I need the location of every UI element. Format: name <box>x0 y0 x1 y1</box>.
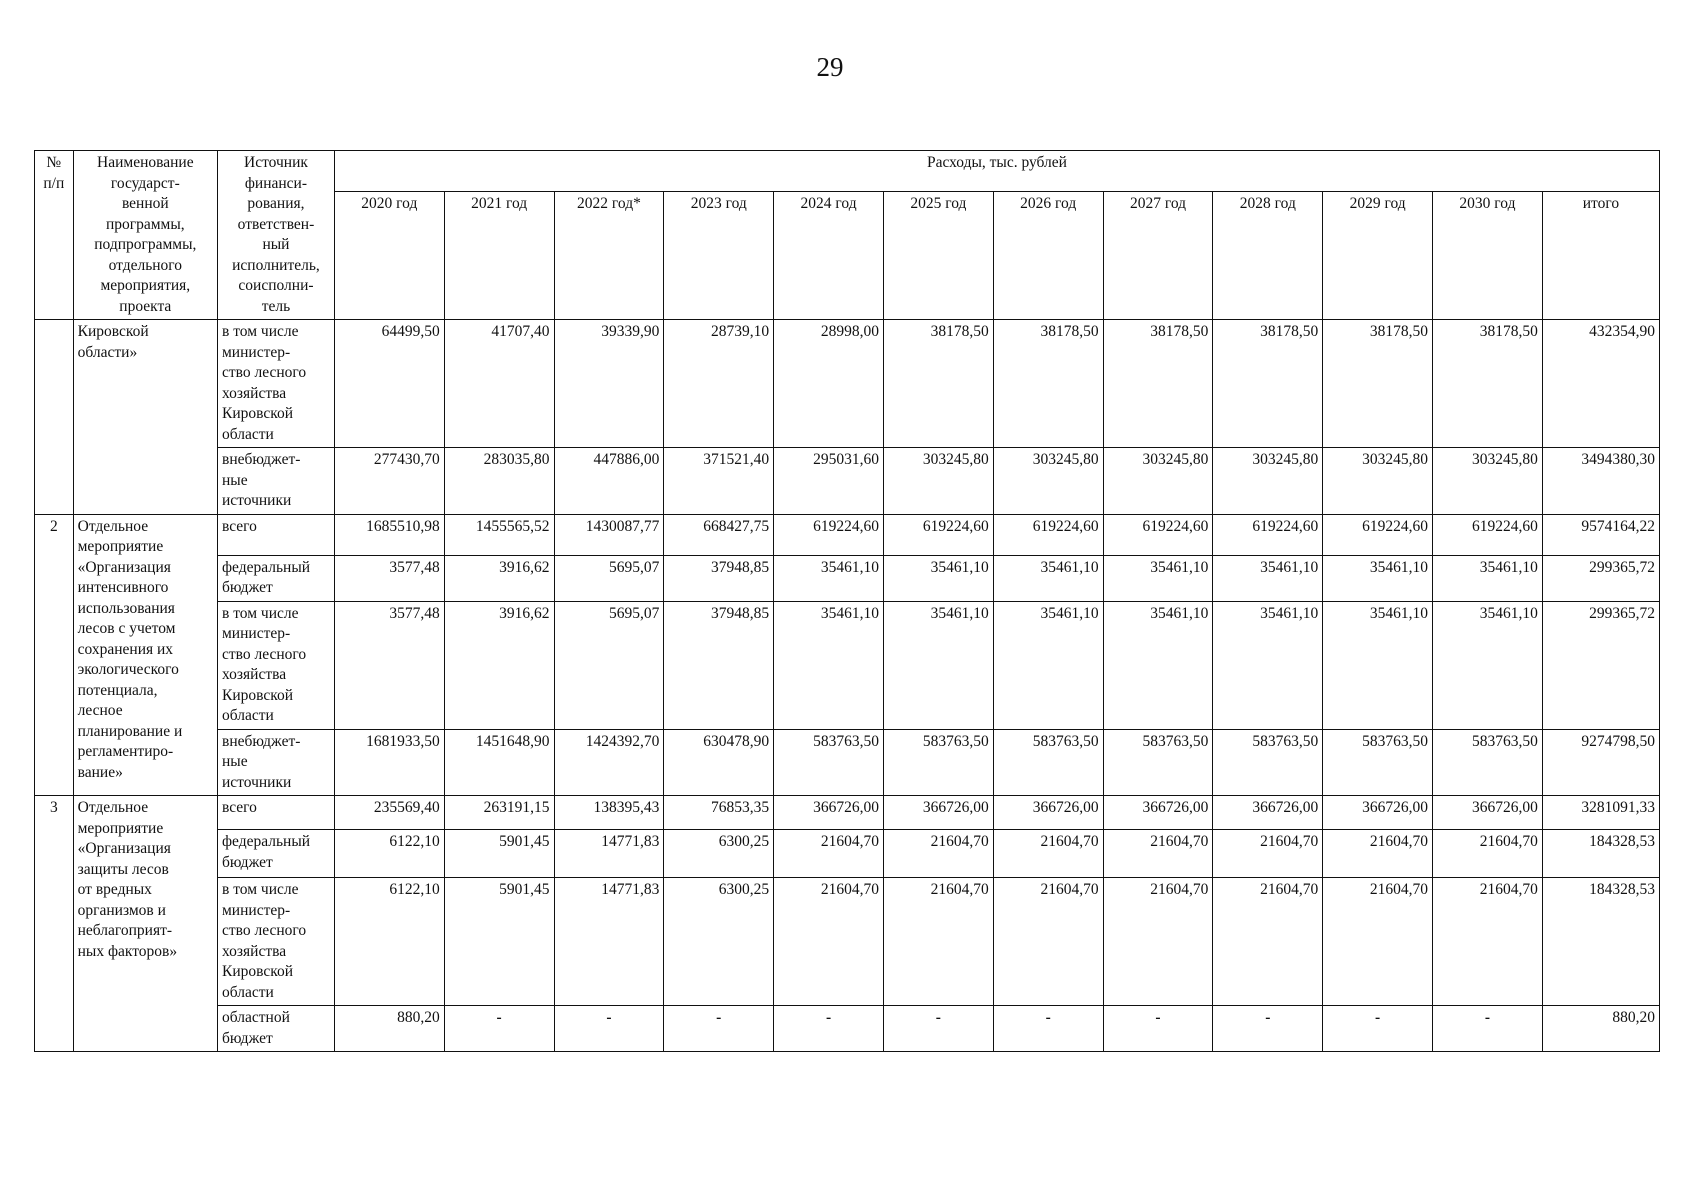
value-cell: 35461,10 <box>1213 555 1323 601</box>
value-cell: 35461,10 <box>774 601 884 729</box>
value-cell: 295031,60 <box>774 448 884 515</box>
header-expenses: Расходы, тыс. рублей <box>334 151 1659 192</box>
funding-source: федеральный бюджет <box>218 830 335 878</box>
value-cell: 619224,60 <box>1213 514 1323 555</box>
value-cell: 583763,50 <box>1433 729 1543 796</box>
row-number <box>35 320 74 515</box>
header-year: 2024 год <box>774 192 884 320</box>
value-cell: 619224,60 <box>1433 514 1543 555</box>
value-cell: 366726,00 <box>774 796 884 830</box>
value-cell: 366726,00 <box>1323 796 1433 830</box>
page-number: 29 <box>816 52 844 82</box>
header-row-1 <box>35 151 1660 192</box>
value-cell: - <box>993 1006 1103 1052</box>
value-cell: 28998,00 <box>774 320 884 448</box>
value-cell: 1451648,90 <box>444 729 554 796</box>
value-cell: 21604,70 <box>1103 830 1213 878</box>
header-name: Наименование государст- венной программы, подпрограммы, отдельного мероприятия, проекта <box>73 151 217 320</box>
value-cell: 880,20 <box>334 1006 444 1052</box>
value-cell: 138395,43 <box>554 796 664 830</box>
value-cell: 21604,70 <box>1433 878 1543 1006</box>
value-cell: 3577,48 <box>334 601 444 729</box>
total-cell: 9274798,50 <box>1542 729 1659 796</box>
value-cell: 35461,10 <box>774 555 884 601</box>
measure-name: Кировской области» <box>73 320 217 515</box>
value-cell: 35461,10 <box>1433 601 1543 729</box>
value-cell: 583763,50 <box>883 729 993 796</box>
table-row <box>35 320 1660 448</box>
header-year: 2025 год <box>883 192 993 320</box>
total-cell: 299365,72 <box>1542 601 1659 729</box>
header-year: 2020 год <box>334 192 444 320</box>
value-cell: - <box>444 1006 554 1052</box>
value-cell: 619224,60 <box>1103 514 1213 555</box>
table-row <box>35 1006 1660 1052</box>
table-row <box>35 878 1660 1006</box>
value-cell: 21604,70 <box>1213 878 1323 1006</box>
value-cell: 3577,48 <box>334 555 444 601</box>
value-cell: 64499,50 <box>334 320 444 448</box>
value-cell: 366726,00 <box>883 796 993 830</box>
value-cell: 35461,10 <box>1103 555 1213 601</box>
value-cell: 303245,80 <box>883 448 993 515</box>
value-cell: 366726,00 <box>1433 796 1543 830</box>
value-cell: 235569,40 <box>334 796 444 830</box>
value-cell: 21604,70 <box>1103 878 1213 1006</box>
value-cell: 38178,50 <box>883 320 993 448</box>
value-cell: 277430,70 <box>334 448 444 515</box>
measure-name: Отдельное мероприятие «Организация интенсивного использования лесов с учетом сохранения их экологического потенциала, лесное планирование и регламентиро- вание» <box>73 514 217 796</box>
funding-source: в том числе министер- ство лесного хозяйства Кировской области <box>218 320 335 448</box>
value-cell: 35461,10 <box>993 601 1103 729</box>
value-cell: 38178,50 <box>1213 320 1323 448</box>
value-cell: 6122,10 <box>334 878 444 1006</box>
table-row <box>35 830 1660 878</box>
total-cell: 3281091,33 <box>1542 796 1659 830</box>
funding-source: в том числе министер- ство лесного хозяйства Кировской области <box>218 878 335 1006</box>
funding-source: внебюджет- ные источники <box>218 448 335 515</box>
value-cell: 41707,40 <box>444 320 554 448</box>
total-cell: 3494380,30 <box>1542 448 1659 515</box>
value-cell: 21604,70 <box>883 830 993 878</box>
value-cell: 583763,50 <box>993 729 1103 796</box>
value-cell: 35461,10 <box>1323 601 1433 729</box>
value-cell: 21604,70 <box>1323 830 1433 878</box>
value-cell: 5901,45 <box>444 830 554 878</box>
value-cell: 35461,10 <box>1433 555 1543 601</box>
header-source: Источник финанси- рования, ответствен- ный исполнитель, соисполни- тель <box>218 151 335 320</box>
value-cell: 35461,10 <box>1103 601 1213 729</box>
budget-table <box>34 150 1660 1052</box>
value-cell: 21604,70 <box>1323 878 1433 1006</box>
value-cell: 630478,90 <box>664 729 774 796</box>
value-cell: 5695,07 <box>554 555 664 601</box>
value-cell: 5695,07 <box>554 601 664 729</box>
value-cell: 14771,83 <box>554 830 664 878</box>
header-year: 2030 год <box>1433 192 1543 320</box>
table-row <box>35 729 1660 796</box>
value-cell: 21604,70 <box>774 878 884 1006</box>
value-cell: 447886,00 <box>554 448 664 515</box>
table-row <box>35 555 1660 601</box>
header-year: 2029 год <box>1323 192 1433 320</box>
value-cell: - <box>1323 1006 1433 1052</box>
funding-source: в том числе министер- ство лесного хозяйства Кировской области <box>218 601 335 729</box>
funding-source: всего <box>218 796 335 830</box>
header-year: 2023 год <box>664 192 774 320</box>
value-cell: 366726,00 <box>1103 796 1213 830</box>
funding-source: внебюджет- ные источники <box>218 729 335 796</box>
value-cell: - <box>554 1006 664 1052</box>
value-cell: 6122,10 <box>334 830 444 878</box>
value-cell: 6300,25 <box>664 878 774 1006</box>
value-cell: 303245,80 <box>1323 448 1433 515</box>
value-cell: 303245,80 <box>1103 448 1213 515</box>
value-cell: 583763,50 <box>774 729 884 796</box>
value-cell: 21604,70 <box>883 878 993 1006</box>
value-cell: 6300,25 <box>664 830 774 878</box>
value-cell: 38178,50 <box>993 320 1103 448</box>
value-cell: - <box>883 1006 993 1052</box>
table-row <box>35 514 1660 555</box>
value-cell: 1455565,52 <box>444 514 554 555</box>
value-cell: 583763,50 <box>1103 729 1213 796</box>
value-cell: 283035,80 <box>444 448 554 515</box>
funding-source: федеральный бюджет <box>218 555 335 601</box>
header-year: 2027 год <box>1103 192 1213 320</box>
value-cell: 619224,60 <box>993 514 1103 555</box>
value-cell: 668427,75 <box>664 514 774 555</box>
value-cell: 35461,10 <box>883 601 993 729</box>
value-cell: 1424392,70 <box>554 729 664 796</box>
total-cell: 299365,72 <box>1542 555 1659 601</box>
value-cell: 37948,85 <box>664 555 774 601</box>
row-number: 3 <box>35 796 74 1052</box>
value-cell: 21604,70 <box>993 878 1103 1006</box>
value-cell: 21604,70 <box>1213 830 1323 878</box>
measure-name: Отдельное мероприятие «Организация защиты лесов от вредных организмов и неблагоприят- ных факторов» <box>73 796 217 1052</box>
value-cell: - <box>1103 1006 1213 1052</box>
value-cell: 303245,80 <box>993 448 1103 515</box>
value-cell: - <box>774 1006 884 1052</box>
table-row <box>35 796 1660 830</box>
value-cell: 35461,10 <box>993 555 1103 601</box>
value-cell: 583763,50 <box>1323 729 1433 796</box>
header-year: 2022 год* <box>554 192 664 320</box>
value-cell: 28739,10 <box>664 320 774 448</box>
value-cell: 619224,60 <box>774 514 884 555</box>
value-cell: 1685510,98 <box>334 514 444 555</box>
value-cell: - <box>664 1006 774 1052</box>
value-cell: 619224,60 <box>883 514 993 555</box>
value-cell: 35461,10 <box>1323 555 1433 601</box>
total-cell: 184328,53 <box>1542 830 1659 878</box>
value-cell: - <box>1213 1006 1323 1052</box>
table-row <box>35 601 1660 729</box>
value-cell: 1681933,50 <box>334 729 444 796</box>
funding-source: всего <box>218 514 335 555</box>
value-cell: 21604,70 <box>774 830 884 878</box>
value-cell: 38178,50 <box>1103 320 1213 448</box>
value-cell: 76853,35 <box>664 796 774 830</box>
funding-source: областной бюджет <box>218 1006 335 1052</box>
total-cell: 880,20 <box>1542 1006 1659 1052</box>
row-number: 2 <box>35 514 74 796</box>
value-cell: 303245,80 <box>1213 448 1323 515</box>
value-cell: 3916,62 <box>444 601 554 729</box>
value-cell: 39339,90 <box>554 320 664 448</box>
total-cell: 184328,53 <box>1542 878 1659 1006</box>
value-cell: 38178,50 <box>1323 320 1433 448</box>
value-cell: 5901,45 <box>444 878 554 1006</box>
value-cell: 21604,70 <box>993 830 1103 878</box>
value-cell: 263191,15 <box>444 796 554 830</box>
value-cell: - <box>1433 1006 1543 1052</box>
value-cell: 366726,00 <box>1213 796 1323 830</box>
total-cell: 9574164,22 <box>1542 514 1659 555</box>
value-cell: 366726,00 <box>993 796 1103 830</box>
header-year: 2026 год <box>993 192 1103 320</box>
value-cell: 303245,80 <box>1433 448 1543 515</box>
total-cell: 432354,90 <box>1542 320 1659 448</box>
value-cell: 35461,10 <box>1213 601 1323 729</box>
value-cell: 371521,40 <box>664 448 774 515</box>
value-cell: 38178,50 <box>1433 320 1543 448</box>
value-cell: 1430087,77 <box>554 514 664 555</box>
header-year: 2021 год <box>444 192 554 320</box>
value-cell: 3916,62 <box>444 555 554 601</box>
header-num: № п/п <box>35 151 74 320</box>
value-cell: 37948,85 <box>664 601 774 729</box>
value-cell: 619224,60 <box>1323 514 1433 555</box>
table-row <box>35 448 1660 515</box>
value-cell: 14771,83 <box>554 878 664 1006</box>
value-cell: 583763,50 <box>1213 729 1323 796</box>
value-cell: 35461,10 <box>883 555 993 601</box>
header-year: итого <box>1542 192 1659 320</box>
value-cell: 21604,70 <box>1433 830 1543 878</box>
header-year: 2028 год <box>1213 192 1323 320</box>
